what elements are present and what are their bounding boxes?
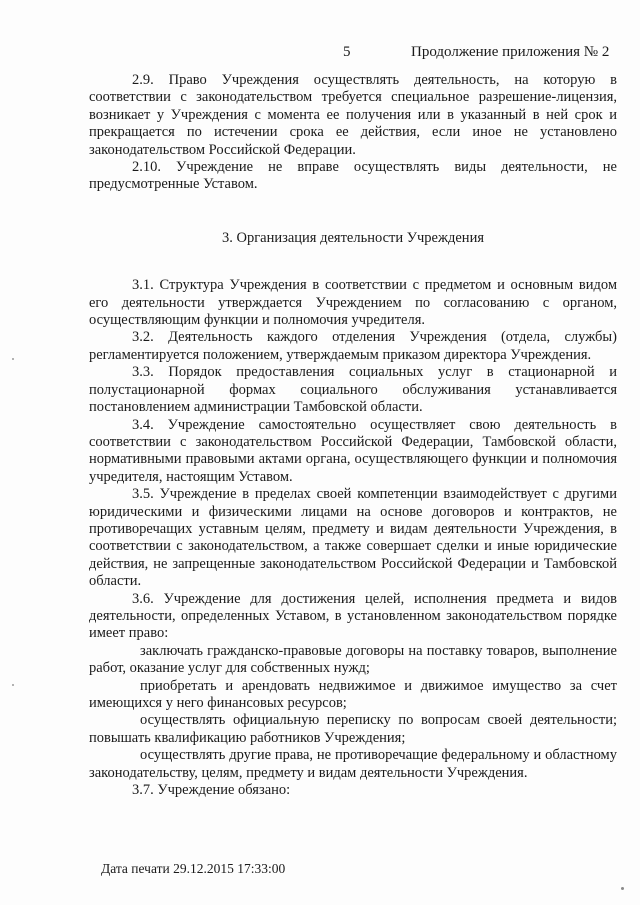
paragraph-3-2: 3.2. Деятельность каждого отделения Учреждения (отдела, службы) регламентируется положением, утверждаемым приказом директора Учреждения. (89, 329, 617, 363)
scan-speck (621, 887, 624, 890)
paragraph-3-1: 3.1. Структура Учреждения в соответствии с предметом и основным видом его деятельности утверждается Учреждением по согласованию с органом, осуществляющим функции и полномочия учредителя. (89, 277, 617, 329)
paragraph-3-3: 3.3. Порядок предоставления социальных услуг в стационарной и полустационарной формах социального обслуживания устанавливается постановлением администрации Тамбовской области. (89, 364, 617, 416)
paragraph-3-7: 3.7. Учреждение обязано: (132, 782, 291, 799)
paragraph-2-9: 2.9. Право Учреждения осуществлять деятельность, на которую в соответствии с законодательством требуется специальное разрешение-лицензия, возникает у Учреждения с момента ее получения или в указанный в ней срок и прекращается по истечении срока ее действия, если иное не установлено законодательством Российской Федерации. (89, 72, 617, 158)
paragraph-2-10: 2.10. Учреждение не вправе осуществлять виды деятельности, не предусмотренные Уставом. (89, 159, 617, 193)
section-heading: 3. Организация деятельности Учреждения (222, 229, 484, 246)
paragraph-3-5: 3.5. Учреждение в пределах своей компетенции взаимодействует с другими юридическими и физическими лицами на основе договоров и контрактов, не противоречащих уставным целям, предмету и видам деятельности Учреждения, в соответствии с законодательством, а также совершает сделки и иные юридические действия, не запрещенные законодательством Российской Федерации и Тамбовской области. (89, 486, 617, 590)
appendix-label: Продолжение приложения № 2 (411, 44, 610, 60)
document-body (89, 72, 617, 799)
print-date-footer: Дата печати 29.12.2015 17:33:00 (101, 861, 286, 876)
scan-speck (12, 684, 14, 686)
page-header (0, 44, 640, 64)
rights-list-item: заключать гражданско-правовые договоры на поставку товаров, выполнение работ, оказание услуг для собственных нужд; (89, 642, 617, 677)
rights-list-item: осуществлять официальную переписку по вопросам своей деятельности; повышать квалификацию работников Учреждения; (89, 712, 617, 746)
paragraph-3-6: 3.6. Учреждение для достижения целей, исполнения предмета и видов деятельности, определенных Уставом, в установленном законодательством порядке имеет право: (89, 590, 617, 642)
rights-list-item: осуществлять другие права, не противоречащие федеральному и областному законодательству, целям, предмету и видам деятельности Учреждения. (89, 747, 617, 781)
scan-speck (12, 358, 14, 360)
paragraph-3-4: 3.4. Учреждение самостоятельно осуществляет свою деятельность в соответствии с законодательством Российской Федерации, Тамбовской области, нормативными правовыми актами органа, осуществляющего функции и полномочия учредителя, настоящим Уставом. (89, 416, 617, 485)
page-number: 5 (343, 44, 351, 60)
rights-list-item: приобретать и арендовать недвижимое и движимое имущество за счет имеющихся у него финансовых ресурсов; (89, 677, 617, 711)
